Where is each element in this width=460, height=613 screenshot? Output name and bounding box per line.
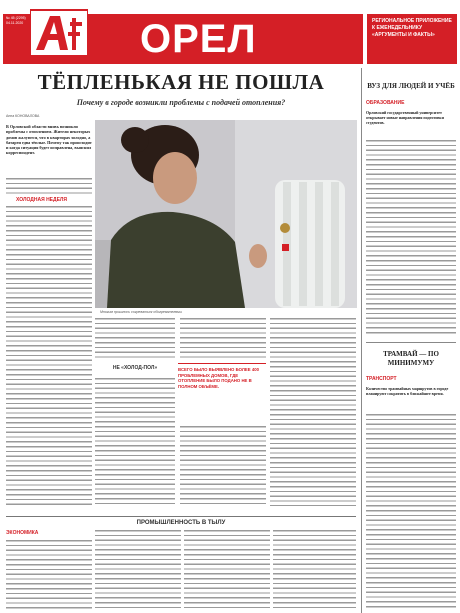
issue-info: № 45 (2295) 04.11.2020	[6, 16, 26, 25]
column-divider	[361, 68, 362, 613]
body-text	[180, 318, 266, 360]
sidebar-divider	[366, 342, 456, 343]
photo-caption: Многим пришлось согреваться обогревателями.	[100, 310, 183, 314]
body-text	[180, 426, 266, 506]
headline: ТЁПЛЕНЬКАЯ НЕ ПОШЛА	[37, 70, 325, 94]
column-subhead: НЕ «ХОЛОД-ПОЛ»	[112, 365, 158, 371]
body-text	[184, 530, 270, 610]
article-lead: В Орловской области вновь возникли проблемы с отоплением. Жители некоторых домов жалуются, что в квартирах холодно, а батареи едва тёплые. Почему так происходит и когда ситуация будет исправлена, выяснил корреспондент.	[6, 124, 92, 156]
pull-quote	[178, 363, 266, 421]
body-text	[6, 206, 92, 506]
subheadline: Почему в городе возникли проблемы с подачей отопления?	[76, 98, 286, 107]
sidebar-label-2: ТРАНСПОРТ	[366, 376, 397, 382]
body-text	[6, 540, 92, 610]
body-text	[366, 140, 456, 336]
body-text	[95, 378, 175, 506]
masthead	[0, 0, 460, 66]
body-text	[95, 530, 181, 610]
body-text	[6, 178, 92, 194]
sidebar-lead-2: Количество трамвайных маршрутов в городе планируют сократить в ближайшее время.	[366, 386, 449, 397]
sidebar-title-1: ВУЗ ДЛЯ ЛЮДЕЙ И УЧЁБ	[367, 82, 455, 90]
sidebar-lead-1: Орловский государственный университет открывает новые направления подготовки студентов.	[366, 110, 444, 126]
article-photo	[95, 120, 357, 308]
body-text	[366, 414, 456, 610]
bottom-section-label: ЭКОНОМИКА	[6, 530, 39, 536]
pull-quote-text: ВСЕГО БЫЛО ВЫЯВЛЕНО БОЛЕЕ 400 ПРОБЛЕМНЫХ ДОМОВ, ГДЕ ОТОПЛЕНИЕ БЫЛО ПОДАНО НЕ В ПОЛНОМ ОБЪЁМЕ.	[178, 367, 260, 389]
aif-logo	[30, 4, 88, 62]
city-title: ОРЕЛ	[140, 17, 257, 61]
body-text	[95, 318, 175, 360]
sidebar-label-1: ОБРАЗОВАНИЕ	[366, 100, 405, 106]
masthead-promo: РЕГИОНАЛЬНОЕ ПРИЛОЖЕНИЕ К ЕЖЕНЕДЕЛЬНИКУ «АРГУМЕНТЫ И ФАКТЫ»	[367, 14, 457, 64]
body-text	[270, 318, 356, 506]
body-text	[273, 530, 356, 610]
bottom-article-title: ПРОМЫШЛЕННОСТЬ В ТЫЛУ	[6, 516, 356, 526]
section-label: ХОЛОДНАЯ НЕДЕЛЯ	[16, 197, 68, 203]
byline: Анна КОНОВАЛОВА	[6, 114, 40, 118]
sidebar-title-2: ТРАМВАЙ — ПО МИНИМУМУ	[383, 350, 439, 367]
